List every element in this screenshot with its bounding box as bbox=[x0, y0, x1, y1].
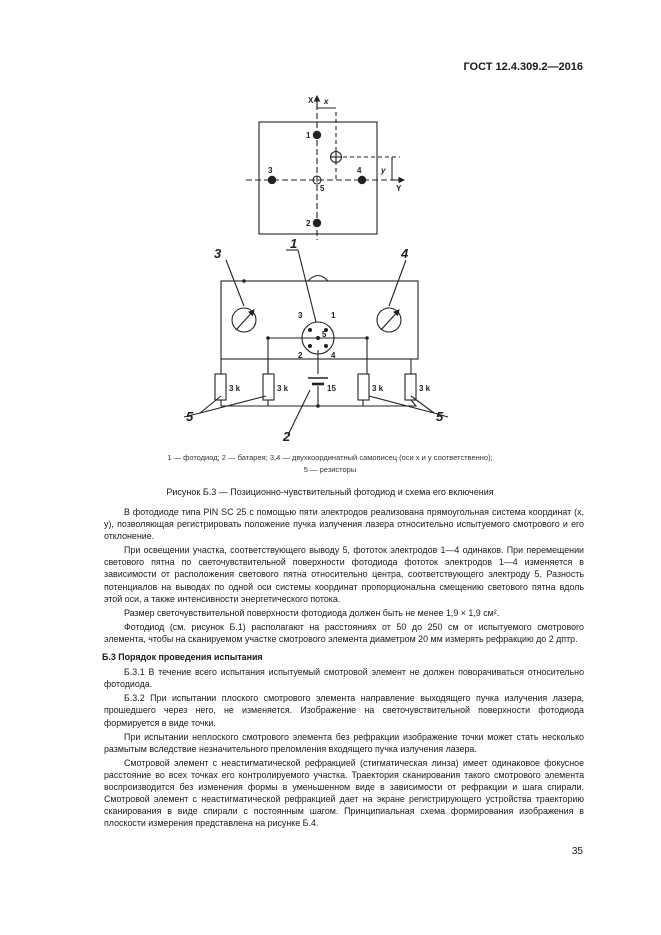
pin-label-1: 1 bbox=[331, 311, 336, 320]
electrode-1 bbox=[313, 131, 321, 139]
battery-label: 15 bbox=[327, 384, 336, 393]
offset-x-label: x bbox=[324, 97, 329, 106]
callout-4: 4 bbox=[401, 246, 409, 261]
callout-2: 2 bbox=[283, 429, 291, 444]
paragraph: Б.3.2 При испытании плоского смотрового элемента направление выходящего пучка излучения лазера, прошедшего через него, не изменяется. Изображение на светочувствительной поверхности фотодиода формируется в виде точки. bbox=[104, 693, 584, 728]
pin-label-5: 5 bbox=[322, 330, 327, 339]
resistor-label-2: 3 k bbox=[277, 384, 289, 393]
figure-legend bbox=[90, 452, 570, 476]
callout-5-right: 5 bbox=[436, 409, 444, 424]
legend-line-1: 1 — фотодиод; 2 — батарея; 3,4 — двухкоординатный самописец (оси x и y соответственно); bbox=[167, 453, 493, 462]
paragraph: При испытании неплоского смотрового элемента без рефракции изображение точки может стать несколько размытым вследствие незначительного преломления входящего пучка излучения лазера. bbox=[104, 731, 584, 754]
electrode-label-5: 5 bbox=[320, 184, 325, 193]
pin-label-3: 3 bbox=[298, 311, 303, 320]
resistor-4 bbox=[405, 374, 416, 400]
resistor-label-3: 3 k bbox=[372, 384, 384, 393]
resistor-label-4: 3 k bbox=[419, 384, 431, 393]
paragraph: Фотодиод (см. рисунок Б.1) располагают на расстояниях от 50 до 250 см от испытуемого смотрового элемента, чтобы на сканируемом участке смотрового элемента диаметром 20 мм измерять рефракцию до 2 дптр. bbox=[104, 621, 584, 644]
electrode-2 bbox=[313, 219, 321, 227]
body-text bbox=[104, 506, 584, 831]
paragraph: Смотровой элемент с неастигматической рефракцией (стигматическая линза) имеет одинаковое фокусное расстояние во всех точках его контролируемого участка. Траектория сканирования такого смотрового элемента воспроизводится без изменения формы в уменьшенном виде в зависимости от рефракции и шага спирали. Смотровой элемент с неастигматической рефракцией дает на экране регистрирующего устройства траекторию сканирования в виде спирали с постоянным шагом. Принципиальная схема формирования изображения в плоскости измерения представлена на рисунке Б.4. bbox=[104, 757, 584, 829]
axis-x-label: X bbox=[308, 96, 314, 105]
resistor-3 bbox=[358, 374, 369, 400]
electrode-label-4: 4 bbox=[357, 166, 362, 175]
axis-y-label: Y bbox=[396, 184, 402, 193]
callout-5-left: 5 bbox=[186, 409, 194, 424]
callout-1: 1 bbox=[290, 236, 298, 251]
paragraph: В фотодиоде типа PIN SC 25 с помощью пяти электродов реализована прямоугольная система координат (x, y), позволяющая регистрировать положение пучка излучения лазера относительно испытуемого смотрового и его отклонение. bbox=[104, 507, 584, 542]
figure-caption: Рисунок Б.3 — Позиционно-чувствительный фотодиод и схема его включения bbox=[166, 487, 494, 497]
electrode-3 bbox=[268, 176, 276, 184]
electrode-label-1: 1 bbox=[306, 131, 311, 140]
legend-line-2: 5 — резисторы bbox=[303, 465, 357, 474]
resistor-label-1: 3 k bbox=[229, 384, 241, 393]
paragraph: Б.3.1 В течение всего испытания испытуемый смотровой элемент не должен поворачиваться относительно фотодиода. bbox=[104, 667, 584, 690]
page-number: 35 bbox=[571, 846, 583, 857]
callout-3: 3 bbox=[214, 246, 222, 261]
offset-y-label: y bbox=[381, 166, 386, 175]
page-header: ГОСТ 12.4.309.2—2016 bbox=[463, 61, 583, 73]
circuit-outer-loop bbox=[221, 281, 418, 359]
electrode-label-3: 3 bbox=[268, 166, 273, 175]
pin-label-4: 4 bbox=[331, 351, 336, 360]
paragraph: При освещении участка, соответствующего выводу 5, фототок электродов 1—4 одинаков. При перемещении светового пятна по светочувствительной поверхности фотодиода фототок электродов 1—4 изменяется в зависимости от расположения светового пятна относительно центра, соответствующего электроду 5. Разность потенциалов на выводах по одной оси системы координат пропорциональна смещению светового пятна вдоль этой оси, а также интенсивности энергетического потока. bbox=[104, 545, 584, 604]
pin-label-2: 2 bbox=[298, 351, 303, 360]
electrode-4 bbox=[358, 176, 366, 184]
paragraph: Размер светочувствительной поверхности фотодиода должен быть не менее 1,9 × 1,9 см². bbox=[124, 607, 500, 618]
section-heading: Б.3 Порядок проведения испытания bbox=[102, 652, 263, 663]
electrode-label-2: 2 bbox=[306, 219, 311, 228]
